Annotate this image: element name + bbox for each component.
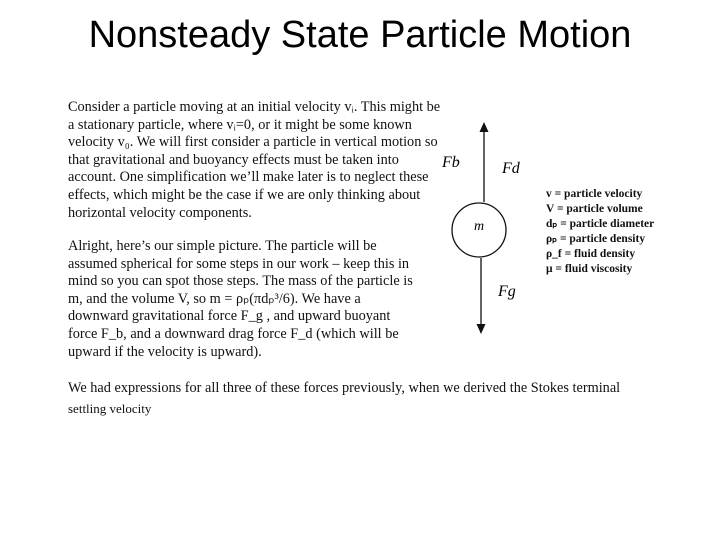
buoyant-force-label: Fb	[442, 154, 460, 171]
gravity-force-label: Fg	[498, 283, 516, 300]
up-arrow-head	[480, 122, 489, 132]
legend-item: ρₚ = particle density	[546, 233, 646, 245]
handwritten-note: settling velocity	[68, 401, 152, 416]
legend-item: V = particle volume	[546, 203, 643, 215]
drag-force-label: Fd	[502, 160, 520, 177]
variable-legend	[546, 187, 654, 277]
paragraph-forces-expressions: We had expressions for all three of these forces previously, when we derived the Stokes terminal	[68, 380, 621, 396]
particle-mass-label: m	[474, 219, 485, 234]
force-diagram	[430, 120, 550, 340]
down-arrow-head	[477, 324, 486, 334]
slide-title: Nonsteady State Particle Motion	[88, 14, 632, 56]
paragraph-simple-picture: Alright, here’s our simple picture. The particle will be assumed spherical for some steps in our work – keep this in mind so you can spot those steps. The mass of the particle is m, and the volume V, so m = ρₚ(πdₚ³/6). We have a downward gravitational force F_g , and upward buoyant force F_b, and a downward drag force F_d (which will be upward if the velocity is upward).	[68, 238, 413, 360]
paragraph-intro: Consider a particle moving at an initial velocity vᵢ. This might be a stationary particle, where vᵢ=0, or it might be some known velocity v₀. We will first consider a particle in vertical motion so that gravitational and buoyancy effects must be taken into account. One simplification we’ll make later is to neglect these effects, which might be the case if we are only thinking about horizontal velocity components.	[68, 99, 441, 221]
legend-item: μ = fluid viscosity	[546, 263, 633, 275]
legend-item: v = particle velocity	[546, 188, 643, 200]
legend-item: dₚ = particle diameter	[546, 218, 655, 230]
legend-item: ρ_f = fluid density	[546, 248, 636, 260]
